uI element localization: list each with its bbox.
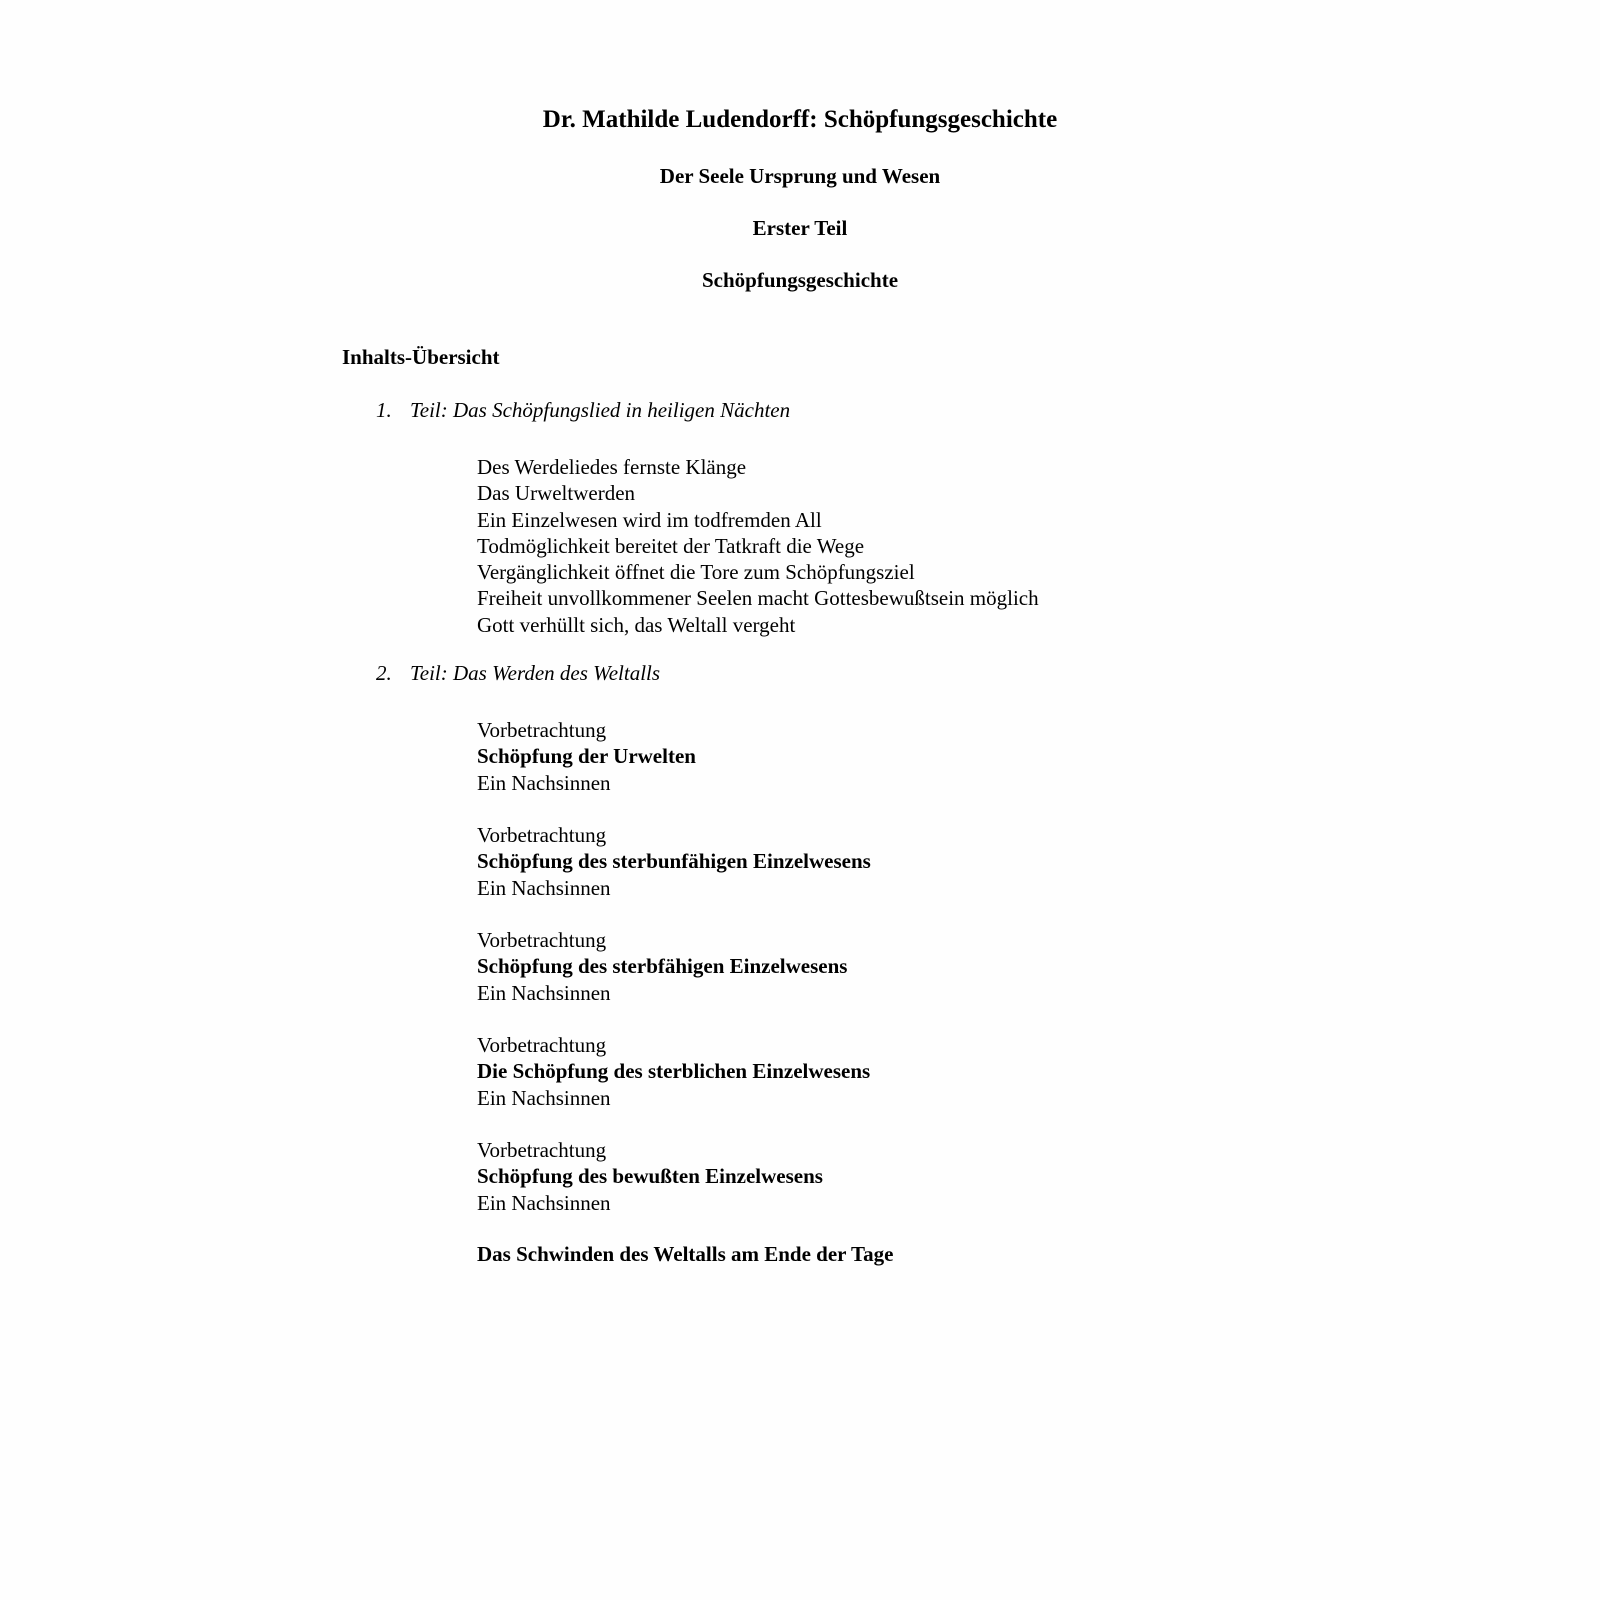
toc-group: [477, 927, 847, 1006]
toc-closing-entry: Das Schwinden des Weltalls am Ende der Tage: [477, 1242, 894, 1266]
group-post: Ein Nachsinnen: [477, 1085, 611, 1110]
toc-group: [477, 822, 871, 901]
group-pre: Vorbetrachtung: [477, 928, 607, 952]
group-post: Ein Nachsinnen: [477, 770, 611, 795]
group-post: Ein Nachsinnen: [477, 980, 611, 1005]
toc-section-2-heading: [376, 661, 660, 686]
list-item: Todmöglichkeit bereitet der Tatkraft die Wege: [477, 533, 865, 558]
group-main: Schöpfung des bewußten Einzelwesens: [477, 1164, 823, 1189]
list-item: Das Urweltwerden: [477, 481, 636, 506]
toc-section-1-items: [477, 454, 1039, 638]
section-title: Teil: Das Werden des Weltalls: [410, 661, 661, 685]
list-item: Des Werdeliedes fernste Klänge: [477, 455, 747, 479]
list-item: Vergänglichkeit öffnet die Tore zum Schöpfungsziel: [477, 560, 915, 585]
document-title: Dr. Mathilde Ludendorff: Schöpfungsgeschichte: [542, 106, 1058, 133]
toc-group: [477, 1137, 823, 1216]
group-pre: Vorbetrachtung: [477, 823, 607, 847]
part-name: Schöpfungsgeschichte: [701, 268, 899, 292]
group-pre: Vorbetrachtung: [477, 718, 607, 742]
group-main: Schöpfung der Urwelten: [477, 744, 696, 769]
section-number: 1.: [376, 398, 392, 422]
group-main: Schöpfung des sterbfähigen Einzelwesens: [477, 954, 848, 979]
group-post: Ein Nachsinnen: [477, 875, 611, 900]
list-item: Ein Einzelwesen wird im todfremden All: [477, 507, 822, 532]
part-label: Erster Teil: [752, 216, 848, 240]
group-pre: Vorbetrachtung: [477, 1033, 607, 1057]
group-main: Schöpfung des sterbunfähigen Einzelwesens: [477, 849, 871, 874]
list-item: Gott verhüllt sich, das Weltall vergeht: [477, 612, 796, 637]
toc-heading: Inhalts-Übersicht: [342, 345, 500, 369]
toc-group: [477, 1032, 870, 1111]
group-main: Die Schöpfung des sterblichen Einzelwesens: [477, 1059, 871, 1084]
group-pre: Vorbetrachtung: [477, 1138, 607, 1162]
section-number: 2.: [376, 661, 392, 685]
section-title: Teil: Das Schöpfungslied in heiligen Nächten: [410, 398, 791, 422]
toc-section-1-heading: [376, 398, 790, 423]
group-post: Ein Nachsinnen: [477, 1190, 611, 1215]
toc-group: [477, 717, 696, 796]
document-subtitle: Der Seele Ursprung und Wesen: [659, 164, 941, 188]
list-item: Freiheit unvollkommener Seelen macht Gottesbewußtsein möglich: [477, 586, 1039, 611]
